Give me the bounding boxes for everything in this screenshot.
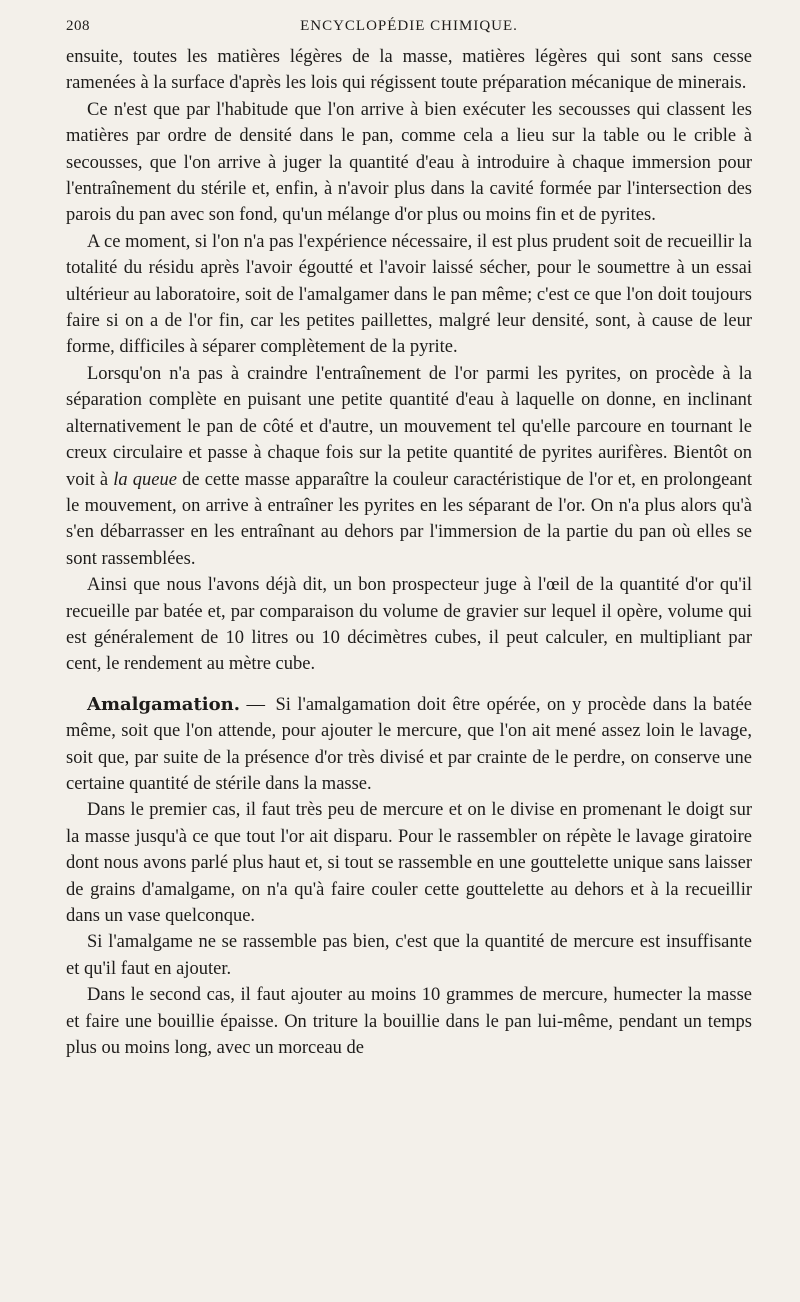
heading-dash: — [246, 694, 265, 715]
paragraph-separation-text-a: Lorsqu'on n'a pas à craindre l'entraînement de l'or parmi les pyrites, on procède à la séparation complète en puisant une petite quantité d'eau à laquelle on donne, en inclinant alternativement le pan de côté et d'autre, un mouvement tel qu'elle parcoure en tournant le creux circulaire et passe à chaque fois sur la petite quantité de pyrites aurifères. Bientôt on voit à [66, 363, 752, 490]
running-title: ENCYCLOPÉDIE CHIMIQUE. [300, 18, 518, 34]
paragraph-prospecteur: Ainsi que nous l'avons déjà dit, un bon prospecteur juge à l'œil de la quantité d'or qu'il recueille par batée et, par comparaison du volume de gravier sur lequel il opère, volume qui est généralement de 10 litres ou 10 décimètres cubes, il peut calculer, en multipliant par cent, le rendement au mètre cube. [66, 575, 752, 675]
paragraph-second-cas: Dans le second cas, il faut ajouter au moins 10 grammes de mercure, humecter la masse et faire une bouillie épaisse. On triture la bouillie dans le pan lui-même, pendant un temps plus ou moins long, avec un morceau de [66, 985, 752, 1059]
paragraph-amalgamation [66, 692, 752, 798]
page-number: 208 [66, 18, 90, 34]
page-header [66, 14, 752, 40]
paragraph-continuation: ensuite, toutes les matières légères de la masse, matières légères qui sont sans cesse ramenées à la surface d'après les lois qui régissent toute préparation mécanique de minerais. [66, 47, 752, 94]
paragraph-amalgamation-text: Si l'amalgamation doit être opérée, on y procède dans la batée même, soit que l'on attende, pour ajouter le mercure, que l'on ait mené assez loin le lavage, soit que, par suite de la présence d'or très divisé et par crainte de le perdre, on conserve une certaine quantité de stérile dans la masse. [66, 694, 752, 794]
paragraph-experience: A ce moment, si l'on n'a pas l'expérience nécessaire, il est plus prudent soit de recueillir la totalité du résidu après l'avoir égoutté et l'avoir laissé sécher, pour le soumettre à un essai ultérieur au laboratoire, soit de l'amalgamer dans le pan même; c'est ce que l'on doit toujours faire si on a de l'or fin, car les petites paillettes, malgré leur densité, sont, à cause de leur forme, difficiles à séparer complètement de la pyrite. [66, 231, 752, 358]
body-text [66, 44, 752, 1061]
paragraph-secousses: Ce n'est que par l'habitude que l'on arrive à bien exécuter les secousses qui classent les matières par ordre de densité dans le pan, comme cela a lieu sur la table ou le crible à secousses, que l'on arrive à juger la quantité d'eau à introduire à chaque immersion pour l'entraînement du stérile et, enfin, à n'avoir plus dans la cavité formée par l'intersection des parois du pan avec son fond, qu'un mélange d'or plus ou moins fin et de pyrites. [66, 99, 752, 226]
paragraph-separation [66, 361, 752, 572]
italic-la-queue: la queue [113, 469, 177, 490]
paragraph-insuffisant: Si l'amalgame ne se rassemble pas bien, c'est que la quantité de mercure est insuffisante et qu'il faut en ajouter. [66, 932, 752, 979]
paragraph-premier-cas: Dans le premier cas, il faut très peu de mercure et on le divise en promenant le doigt sur la masse jusqu'à ce que tout l'or ait disparu. Pour le rassembler on répète le lavage giratoire dont nous avons parlé plus haut et, si tout se rassemble en une gouttelette unique sans laisser de grains d'amalgame, on n'a qu'à faire couler cette gouttelette au dehors et à la recueillir dans un vase quelconque. [66, 800, 752, 926]
paragraph-separation-text-b: de cette masse apparaître la couleur caractéristique de l'or et, en prolongeant le mouvement, on arrive à entraîner les pyrites en les séparant de l'or. On n'a plus alors qu'à s'en débarrasser en les entraînant au dehors par l'immersion de la partie du pan où elles se sont rassemblées. [66, 469, 752, 569]
section-heading-amalgamation: Amalgamation. [87, 693, 240, 715]
